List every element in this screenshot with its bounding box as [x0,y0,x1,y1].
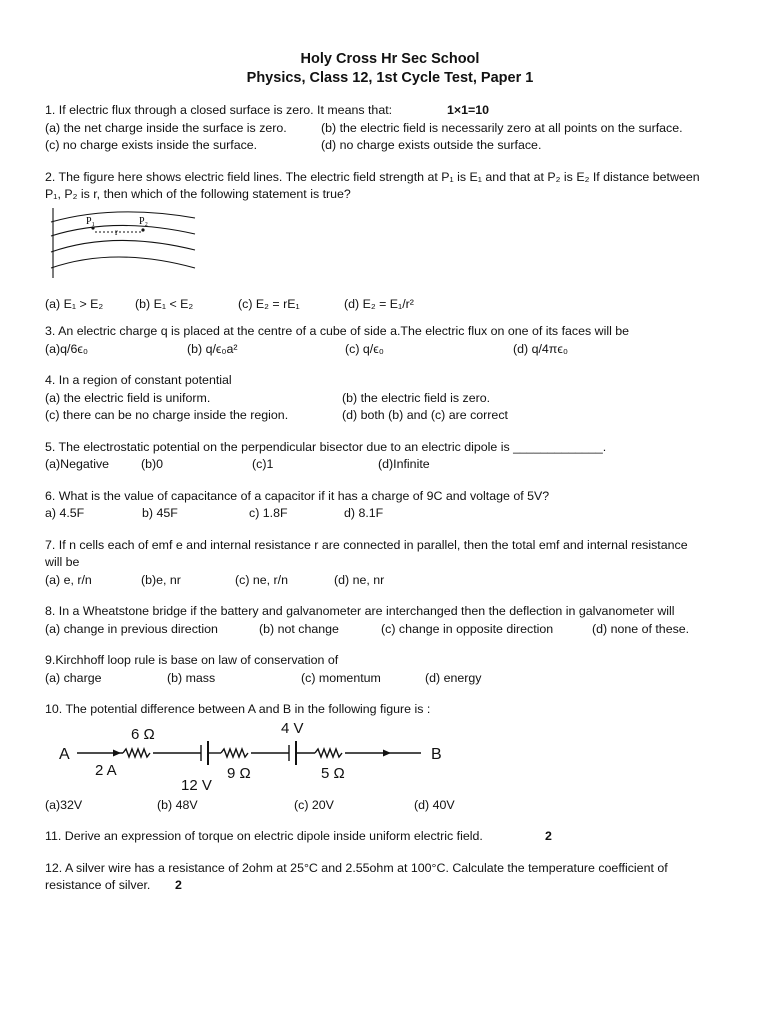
option-c: (c) q/ϵ₀ [345,341,384,356]
option-a: (a) E₁ > E₂ [45,296,104,311]
question-text: 1. If electric flux through a closed surface is zero. It means that: [45,103,393,117]
option-b: (b) the electric field is zero. [342,390,491,405]
option-c: (c) 20V [294,797,334,812]
question-4 [45,372,735,425]
question-text-line2: P₁, P₂ is r, then which of the following statement is true? [45,187,351,201]
exam-paper [45,50,735,909]
option-a: (a)q/6ϵ₀ [45,341,88,356]
question-9 [45,652,735,687]
option-d: (d) none of these. [592,621,690,636]
circuit-figure [45,721,735,793]
field-lines-figure [45,206,735,290]
option-b: (b) mass [167,670,216,685]
option-d: d) 8.1F [344,506,384,520]
option-b: (b) not change [259,621,339,636]
label-b: B [431,745,442,763]
option-d: (d) E₂ = E₁/r² [344,296,414,311]
question-8 [45,603,735,638]
option-c: (c) there can be no charge inside the region. [45,408,289,422]
option-a: (a)32V [45,797,83,812]
option-a: (a) e, r/n [45,572,92,587]
option-b: b) 45F [142,506,178,520]
label-r: r [115,226,118,237]
option-c: (c)1 [252,457,274,471]
paper-header [45,50,735,88]
school-name: Holy Cross Hr Sec School [300,51,480,67]
field-lines-diagram [45,206,205,290]
question-text-line1: 2. The figure here shows electric field lines. The electric field strength at P₁ is E₁ and that at P₂ is E₂ If distance between [45,169,700,184]
option-a: (a) charge [45,670,102,685]
option-b: (b) the electric field is necessarily zero at all points on the surface. [321,120,683,135]
option-d: (d)Infinite [378,457,430,471]
option-c: (c) no charge exists inside the surface. [45,138,258,152]
marks-label: 2 [175,878,182,892]
question-11 [45,828,735,846]
resistor-9-label: 9 Ω [227,764,251,782]
option-b: (b) E₁ < E₂ [135,296,194,311]
question-text: 9.Kirchhoff loop rule is base on law of conservation of [45,653,339,667]
option-c: (c) change in opposite direction [381,621,554,636]
option-d: (d) both (b) and (c) are correct [342,408,508,422]
option-c: (c) ne, r/n [235,572,289,587]
question-12 [45,860,735,895]
question-5 [45,439,735,474]
option-b: (b) 48V [157,797,198,812]
question-text-line1: 7. If n cells each of emf e and internal resistance r are connected in parallel, then the total emf and internal resistance [45,537,688,552]
option-b: (b)0 [141,457,164,471]
option-a: (a) change in previous direction [45,621,218,636]
option-a: (a)Negative [45,457,110,471]
option-d: (d) no charge exists outside the surface. [321,138,542,152]
resistor-6-label: 6 Ω [131,725,155,743]
question-text: 10. The potential difference between A and B in the following figure is : [45,702,431,716]
question-6 [45,488,735,523]
circuit-diagram [45,721,465,793]
current-label: 2 A [95,761,117,779]
option-d: (d) energy [425,670,482,685]
label-a: A [59,745,70,763]
question-7 [45,537,735,590]
option-b: (b)e, nr [141,572,181,587]
option-a: (a) the net charge inside the surface is zero. [45,120,287,135]
question-3 [45,323,735,358]
option-b: (b) q/ϵ₀a² [187,341,238,356]
paper-title: Physics, Class 12, 1st Cycle Test, Paper 1 [246,70,534,86]
option-d: (d) 40V [414,797,455,812]
marks-label: 2 [545,829,552,843]
option-d: (d) q/4πϵ₀ [513,341,568,356]
option-c: (c) momentum [301,670,381,685]
question-2 [45,169,735,314]
question-text: 5. The electrostatic potential on the perpendicular bisector due to an electric dipole is _____________. [45,439,607,454]
marks-label: 1×1=10 [447,103,490,117]
battery-4v-label: 4 V [281,720,304,737]
question-text-line2: will be [45,555,80,569]
question-text-line2: resistance of silver. [45,878,151,892]
question-text: 8. In a Wheatstone bridge if the battery and galvanometer are interchanged then the deflection in galvanometer will [45,604,675,618]
option-c: (c) E₂ = rE₁ [238,296,300,311]
option-a: (a) the electric field is uniform. [45,390,211,405]
question-10 [45,701,735,814]
label-p2: P₂ [139,215,149,227]
option-d: (d) ne, nr [334,572,385,587]
question-text: 3. An electric charge q is placed at the centre of a cube of side a.The electric flux on one of its faces will be [45,324,630,338]
question-text: 4. In a region of constant potential [45,373,232,387]
option-c: c) 1.8F [249,506,288,520]
resistor-5-label: 5 Ω [321,764,345,782]
label-p1: P₁ [86,215,96,227]
question-text: 11. Derive an expression of torque on electric dipole inside uniform electric field. [45,829,483,843]
option-a: a) 4.5F [45,506,85,520]
question-text: 6. What is the value of capacitance of a capacitor if it has a charge of 9C and voltage of 5V? [45,488,550,503]
question-1 [45,102,735,155]
battery-12v-label: 12 V [181,776,212,793]
question-text-line1: 12. A silver wire has a resistance of 2ohm at 25°C and 2.55ohm at 100°C. Calculate the temperature coefficient of [45,860,668,875]
